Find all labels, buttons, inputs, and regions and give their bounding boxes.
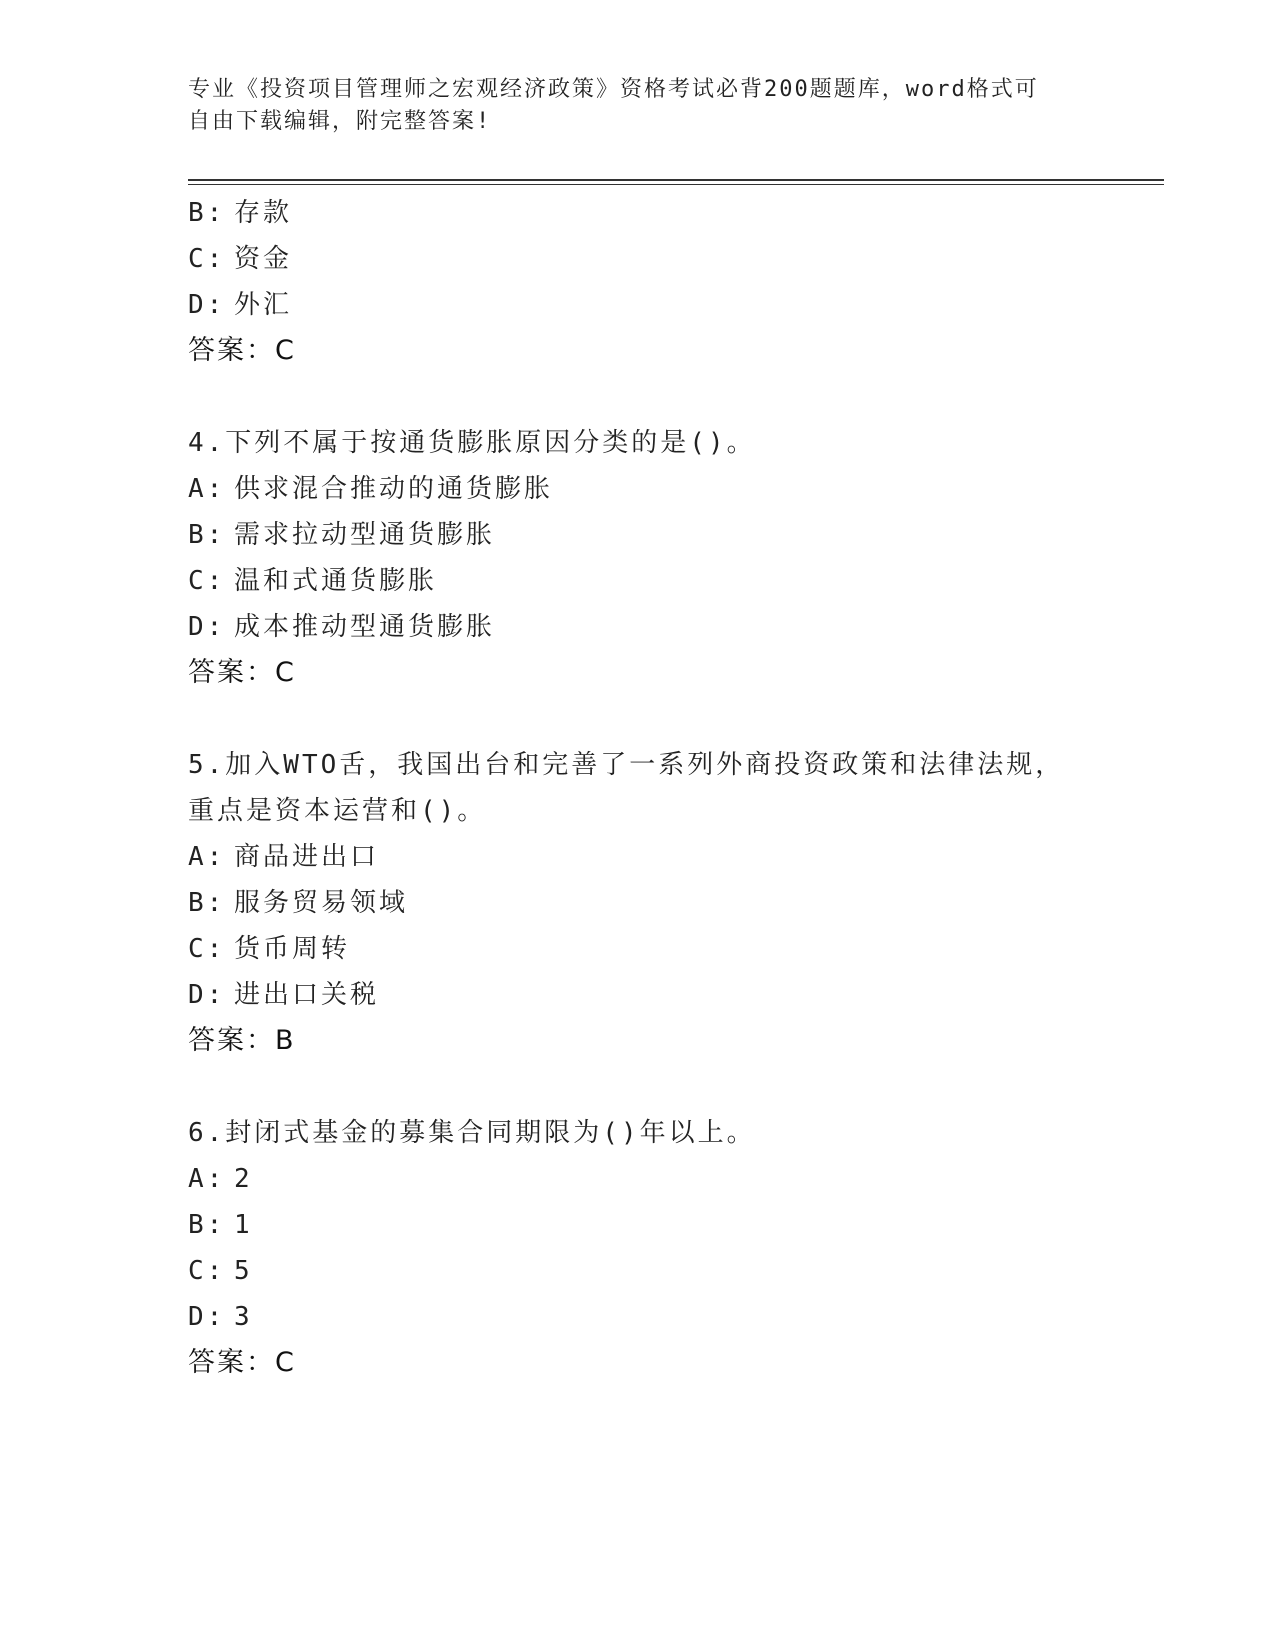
option-b [188, 512, 1148, 558]
header-line-1: 专业《投资项目管理师之宏观经济政策》资格考试必背200题题库，word格式可 [188, 77, 1039, 102]
option-label: C: [188, 244, 226, 274]
option-c [188, 558, 1148, 604]
option-text: 5 [234, 1256, 253, 1286]
option-label: A: [188, 842, 226, 872]
option-a [188, 466, 1148, 512]
spacer [188, 696, 1148, 742]
question-4 [188, 420, 1148, 696]
option-label: B: [188, 1210, 226, 1240]
option-text: 温和式通货膨胀 [234, 566, 438, 596]
option-text: 资金 [234, 244, 293, 274]
option-label: B: [188, 198, 226, 228]
question-6 [188, 1110, 1148, 1386]
answer-line: 答案：C [188, 1347, 296, 1378]
option-label: D: [188, 290, 226, 320]
question-partial [188, 190, 1148, 374]
option-text: 商品进出口 [234, 842, 380, 872]
option-text: 外汇 [234, 290, 293, 320]
option-text: 2 [234, 1164, 253, 1194]
option-a [188, 1156, 1148, 1202]
answer-line: 答案：C [188, 657, 296, 688]
option-text: 3 [234, 1302, 253, 1332]
option-label: D: [188, 1302, 226, 1332]
header-line-2: 自由下载编辑，附完整答案! [188, 109, 492, 134]
question-text: 6.封闭式基金的募集合同期限为()年以上。 [188, 1118, 756, 1148]
header-divider-thin [188, 184, 1164, 185]
option-b [188, 880, 1148, 926]
option-a [188, 834, 1148, 880]
option-label: C: [188, 934, 226, 964]
question-text: 4.下列不属于按通货膨胀原因分类的是()。 [188, 428, 756, 458]
option-label: A: [188, 474, 226, 504]
option-text: 进出口关税 [234, 980, 380, 1010]
option-text: 成本推动型通货膨胀 [234, 612, 496, 642]
question-list [188, 190, 1148, 1386]
option-text: 货币周转 [234, 934, 351, 964]
spacer [188, 374, 1148, 420]
option-label: D: [188, 612, 226, 642]
option-d [188, 1294, 1148, 1340]
option-label: A: [188, 1164, 226, 1194]
answer-line: 答案：C [188, 335, 296, 366]
option-d [188, 282, 1148, 328]
option-d [188, 972, 1148, 1018]
question-5 [188, 742, 1148, 1064]
option-text: 存款 [234, 198, 293, 228]
option-c [188, 1248, 1148, 1294]
option-label: B: [188, 520, 226, 550]
option-b [188, 1202, 1148, 1248]
option-label: D: [188, 980, 226, 1010]
answer-line: 答案：B [188, 1025, 296, 1056]
option-label: B: [188, 888, 226, 918]
option-b [188, 190, 1148, 236]
option-text: 供求混合推动的通货膨胀 [234, 474, 554, 504]
option-label: C: [188, 1256, 226, 1286]
question-text-continued: 重点是资本运营和()。 [188, 796, 487, 826]
option-c [188, 926, 1148, 972]
option-c [188, 236, 1148, 282]
option-label: C: [188, 566, 226, 596]
option-d [188, 604, 1148, 650]
spacer [188, 1064, 1148, 1110]
option-text: 1 [234, 1210, 253, 1240]
option-text: 服务贸易领域 [234, 888, 409, 918]
document-header [188, 74, 1088, 138]
option-text: 需求拉动型通货膨胀 [234, 520, 496, 550]
question-text: 5.加入WTO舌，我国出台和完善了一系列外商投资政策和法律法规， [188, 750, 1065, 780]
header-divider-thick [188, 179, 1164, 181]
